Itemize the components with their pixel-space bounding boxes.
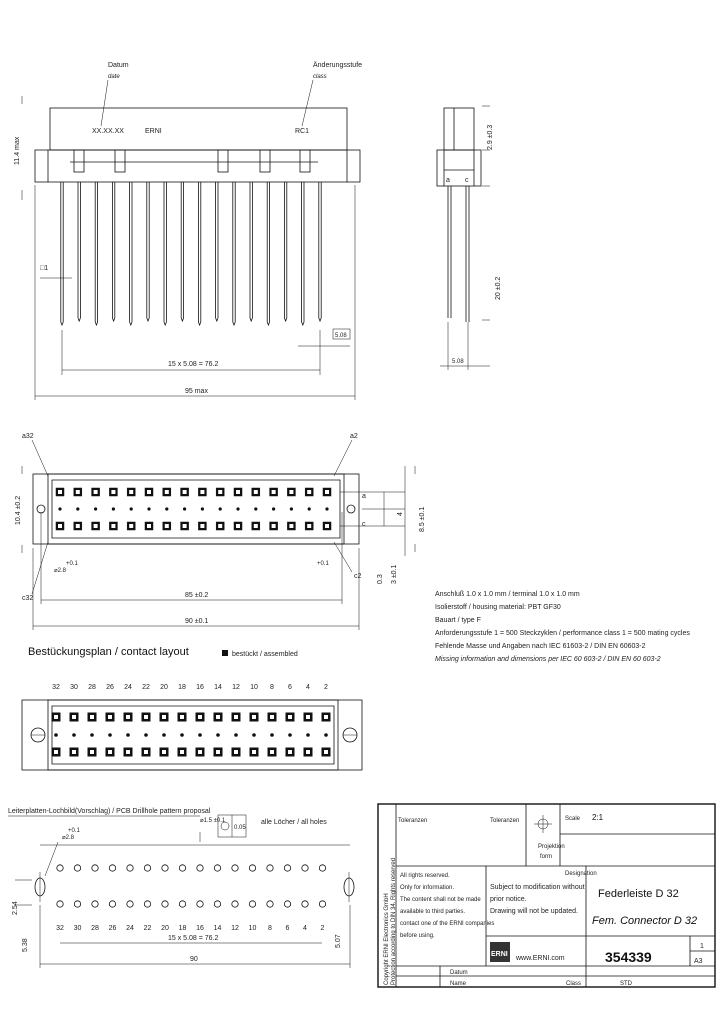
pcb-hole [127,865,133,871]
layout-contact-slot [216,715,220,719]
pcb-hole [179,865,185,871]
pcb-hole [197,901,203,907]
layout-contact-slot [198,750,202,754]
pcb-number: 14 [213,925,222,932]
layout-contact-slot [108,750,112,754]
rights-3: The content shall not be made [400,897,481,903]
layout-contact-slot [252,715,256,719]
pcb-number: 24 [126,925,134,932]
side-dim-tail: 20 ±0.2 [495,276,502,300]
rights-4: available to third parties. [400,909,466,915]
layout-contact-slot [234,750,238,754]
layout-contact-slot [72,750,76,754]
contact-slot [218,490,222,494]
contact-dot [219,507,222,510]
top-dim-row-a: a [362,493,366,500]
pcb-tol-dia: ⌀1.5 ±0.1 [200,818,226,824]
pcb-hole [232,901,238,907]
pcb-hole [319,901,325,907]
vertical-protection: Protection according to DIN 34. Rights reserved [391,857,397,985]
format: A3 [694,958,703,965]
label-c2: c2 [354,573,362,580]
contact-slot [147,524,151,528]
date-label: Datum [450,970,468,976]
pcb-hole [249,865,255,871]
pin [250,182,252,321]
pin [284,182,286,321]
layout-dot [72,733,76,737]
contact-dot [130,507,133,510]
layout-contact-slot [108,715,112,719]
pcb-hole [302,865,308,871]
vertical-copyright: Copyright ERNI Electronics GmbH [384,893,390,985]
contact-slot [325,524,329,528]
contact-slot [94,524,98,528]
contact-slot [289,490,293,494]
pin [198,182,200,325]
layout-dot [162,733,166,737]
front-dim-pitch-total: 15 x 5.08 = 76.2 [168,361,219,368]
top-contacts [56,488,331,530]
layout-dot [234,733,238,737]
pcb-dim-right: 5.07 [335,934,342,948]
pcb-number: 4 [303,925,307,932]
pcb-hole [302,901,308,907]
contact-number: 2 [324,684,328,691]
contact-dot [165,507,168,510]
layout-dot [198,733,202,737]
rights-1: All rights reserved. [400,873,450,879]
contact-slot [272,524,276,528]
pcb-number: 12 [231,925,239,932]
front-view [14,61,362,400]
layout-contact-slot [324,715,328,719]
pcb-number: 26 [108,925,117,932]
pin [164,182,166,325]
pcb-hole [57,901,63,907]
pcb-hole [109,901,115,907]
layout-contact-slot [270,750,274,754]
label-brand: ERNI [145,128,162,135]
note-6: Missing information and dimensions per IEC 60 603-2 / DIN EN 60 603-2 [435,656,661,663]
contact-slot [236,490,240,494]
pcb-hole [144,865,150,871]
layout-contact-slot [324,750,328,754]
note-1: Anschluß 1.0 x 1.0 mm / terminal 1.0 x 1.0 mm [435,591,580,598]
front-dim-diameter: □1 [40,265,49,272]
layout-contact-slot [180,715,184,719]
contact-dot [58,507,61,510]
datum-label: Datum [108,62,129,69]
contact-slot [307,524,311,528]
contact-number: 10 [250,684,258,691]
front-dim-tail-pitch: 5.08 [335,333,347,339]
tolerance-label: Toleranzen [490,818,520,824]
layout-dot [288,733,292,737]
scale-label: Scale [565,816,581,822]
desc-label: Designation [565,871,597,877]
contact-slot [254,490,258,494]
pcb-hole [162,901,168,907]
contact-number: 6 [288,684,292,691]
front-pins [61,182,321,325]
layout-contact-slot [216,750,220,754]
name-label: Name [450,981,467,987]
top-view [15,433,426,630]
contact-number: 4 [306,684,310,691]
title-block [378,804,715,987]
contact-dot [272,507,275,510]
pcb-hole [74,865,80,871]
legend-swatch [222,650,228,656]
sheet-number: 1 [700,943,704,950]
layout-contact-slot [198,715,202,719]
pin [130,182,132,325]
side-dim-top: 2.9 ±0.3 [487,124,494,150]
pcb-number: 18 [178,925,187,932]
pin [216,182,218,321]
layout-contact-slot [288,715,292,719]
layout-dot [270,733,274,737]
pin [95,182,97,325]
subject-2: prior notice. [490,896,527,903]
contact-number: 26 [106,684,114,691]
rights-2: Only for information. [400,885,455,891]
name-en: Fem. Connector D 32 [592,915,698,927]
contact-slot [254,524,258,528]
contact-number: 16 [196,684,204,691]
pcb-hole [232,865,238,871]
contact-slot [272,490,276,494]
contact-number: 22 [142,684,150,691]
contact-dot [308,507,311,510]
proj-label: Projektion [538,844,565,850]
pcb-hole [92,901,98,907]
pcb-tol-note: alle Löcher / all holes [261,819,327,826]
note-5: Fehlende Masse und Angaben nach IEC 61603-2 / DIN EN 60603-2 [435,643,646,650]
contact-slot [289,524,293,528]
contact-slot [147,490,151,494]
side-row-c: c [465,177,469,184]
contact-slot [325,490,329,494]
pcb-number: 22 [143,925,152,932]
subject-3: Drawing will not be updated. [490,908,578,915]
pcb-number: 2 [320,925,325,932]
contact-slot [76,490,80,494]
pcb-hole [267,865,273,871]
pcb-dim-overall: 90 [190,956,198,963]
contact-slot [129,524,133,528]
layout-contact-slot [126,715,130,719]
layout-dot [306,733,310,737]
pcb-hole [284,865,290,871]
proj-en: form [540,854,552,860]
pin [112,182,114,321]
label-c32: c32 [22,595,34,602]
contact-dot [236,507,239,510]
layout-contact-slot [72,715,76,719]
contact-dot [254,507,257,510]
pcb-number: 32 [56,925,64,932]
layout-dot [90,733,94,737]
contact-layout [22,646,362,770]
layout-contact-slot [306,750,310,754]
pcb-hole [162,865,168,871]
std-label: STD [620,981,632,987]
notes-block [435,591,690,663]
label-a32: a32 [22,433,34,440]
pcb-numbers [56,925,324,932]
contact-dot [290,507,293,510]
contact-dot [201,507,204,510]
contact-slot [183,524,187,528]
pcb-hole [214,901,220,907]
pin [319,182,321,321]
pcb-hole [57,865,63,871]
pcb-dim-pitch: 15 x 5.08 = 76.2 [168,935,219,942]
contact-slot [58,490,62,494]
label-date: XX.XX.XX [92,128,124,135]
top-dim-half: 4 [397,512,404,516]
layout-contact-slot [126,750,130,754]
projection-symbol [534,815,552,833]
pin [147,182,149,321]
contact-number: 14 [214,684,222,691]
layout-numbers [52,684,328,691]
layout-contact-slot [288,750,292,754]
pcb-number: 16 [196,925,204,932]
contact-number: 32 [52,684,60,691]
class-label: Class [566,981,582,987]
front-dim-height: 11.4 max [14,136,21,165]
contact-dot [76,507,79,510]
top-dim-hole-pitch: 85 ±0.2 [185,592,209,599]
layout-contact-slot [54,750,58,754]
top-dim-row-pitch: 8.5 ±0.1 [419,506,426,532]
top-dim-overall: 90 ±0.1 [185,618,209,625]
layout-contacts [52,713,331,757]
scale-value: 2:1 [592,813,604,822]
contact-dot [112,507,115,510]
side-view [437,106,502,370]
pin [233,182,235,325]
layout-contact-slot [180,750,184,754]
rights-6: before using. [400,933,435,939]
contact-slot [165,490,169,494]
pcb-number: 20 [161,925,169,932]
pcb-dim-rowpitch: 2.54 [12,901,19,915]
part-number: 354339 [605,949,652,965]
contact-dot [147,507,150,510]
contact-slot [218,524,222,528]
contact-number: 8 [270,684,274,691]
pin [302,182,304,325]
pcb-number: 6 [285,925,290,932]
top-dim-side2: 3 ±0.1 [391,564,398,584]
contact-slot [94,490,98,494]
pcb-dim-bottom: 5.38 [22,938,29,952]
layout-contact-slot [162,715,166,719]
top-dim-hole-right: +0.1 [317,561,329,567]
pcb-hole [284,901,290,907]
contact-number: 18 [178,684,186,691]
layout-contact-slot [144,715,148,719]
contact-slot [183,490,187,494]
layout-dot [324,733,328,737]
side-dim-bottom: 5.08 [452,359,464,365]
contact-slot [200,524,204,528]
contact-number: 12 [232,684,240,691]
layout-dot [144,733,148,737]
contact-number: 24 [124,684,132,691]
layout-contact-slot [270,715,274,719]
layout-dot [216,733,220,737]
layout-dot [54,733,58,737]
pcb-hole [127,901,133,907]
contact-number: 20 [160,684,168,691]
top-dim-hole: ⌀2.8 [54,568,66,574]
contact-dot [183,507,186,510]
pcb-hole [214,865,220,871]
layout-dot [108,733,112,737]
contact-slot [76,524,80,528]
pcb-number: 10 [248,925,257,932]
note-4: Anforderungsstufe 1 = 500 Steckzyklen / performance class 1 = 500 mating cycles [435,630,690,637]
layout-dot [180,733,184,737]
name-de: Federleiste D 32 [598,888,679,900]
pcb-layout [8,808,354,968]
layout-contact-slot [54,715,58,719]
pcb-dim-tol: +0.1 [68,828,80,834]
front-dim-overall: 95 max [185,388,208,395]
layout-contact-slot [90,715,94,719]
pcb-hole [92,865,98,871]
pcb-title: Leiterplatten-Lochbild(Vorschlag) / PCB Drillhole pattern proposal [8,808,211,815]
top-dim-side1: 0.3 [377,574,384,584]
change-label: Änderungsstufe [313,62,363,69]
website: www.ERNI.com [516,955,565,962]
contact-slot [111,490,115,494]
pin [61,182,63,325]
pcb-hole [109,865,115,871]
contact-layout-legend: bestückt / assembled [232,651,298,658]
label-class: RC1 [295,128,310,135]
layout-contact-slot [90,750,94,754]
layout-contact-slot [162,750,166,754]
pin [267,182,269,325]
contact-dot [325,507,328,510]
top-dim-row-c: c [362,521,366,528]
pcb-hole [144,901,150,907]
pcb-holes [57,865,326,907]
contact-slot [129,490,133,494]
pin [181,182,183,321]
contact-slot [307,490,311,494]
contact-number: 28 [88,684,96,691]
pcb-hole [197,865,203,871]
toleranz-label: Toleranzen [398,818,428,824]
pcb-hole [74,901,80,907]
layout-dot [126,733,130,737]
pcb-number: 30 [73,925,82,932]
layout-contact-slot [144,750,148,754]
layout-dot [252,733,256,737]
pcb-hole [319,865,325,871]
contact-slot [111,524,115,528]
contact-slot [200,490,204,494]
top-dim-height: 10.4 ±0.2 [15,495,22,525]
layout-contact-slot [234,715,238,719]
pcb-number: 8 [268,925,272,932]
top-dim-hole-tol: +0.1 [66,561,78,567]
contact-number: 30 [70,684,78,691]
datum-label-en: date [108,74,120,80]
contact-slot [236,524,240,528]
pcb-tol-box: 0.05 [234,825,246,831]
layout-contact-slot [306,715,310,719]
contact-slot [165,524,169,528]
pcb-number: 28 [91,925,99,932]
contact-slot [58,524,62,528]
note-2: Isolierstoff / housing material: PBT GF30 [435,604,561,611]
rights-5: contact one of the ERNI companies [400,921,495,927]
change-label-en: class [313,74,327,80]
label-a2: a2 [350,433,358,440]
erni-logo-text: ERNI [491,951,508,958]
pin [78,182,80,321]
side-row-a: a [446,177,450,184]
note-3: Bauart / type F [435,617,481,624]
contact-dot [94,507,97,510]
subject-1: Subject to modification without [490,884,585,891]
pcb-dim-hole: ⌀2.8 [62,835,74,841]
pcb-hole [179,901,185,907]
pcb-hole [267,901,273,907]
pcb-hole [249,901,255,907]
contact-layout-title: Bestückungsplan / contact layout [28,646,189,658]
layout-contact-slot [252,750,256,754]
